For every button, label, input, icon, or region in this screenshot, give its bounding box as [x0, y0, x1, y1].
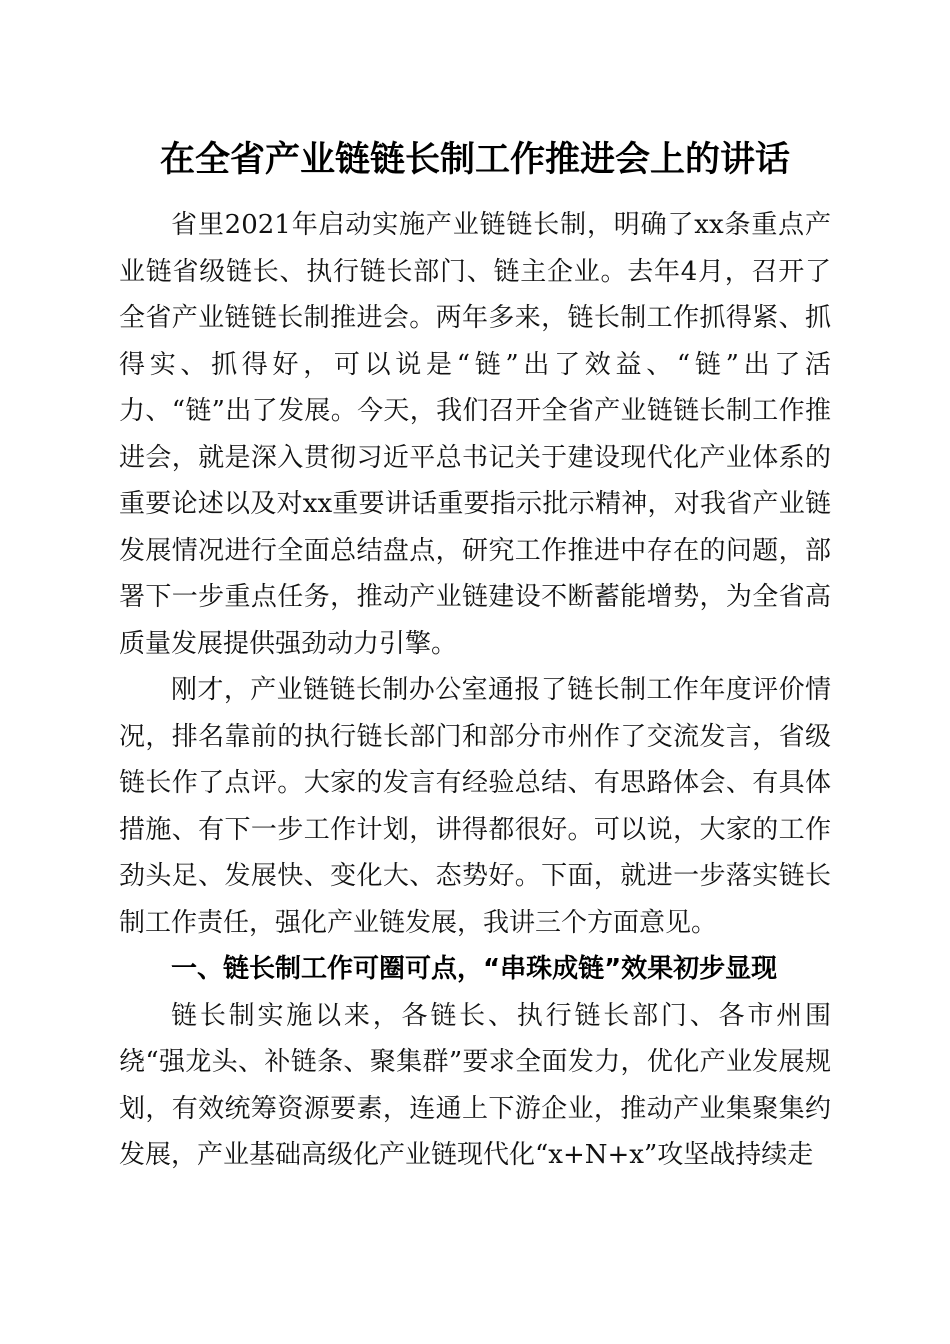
document-body	[119, 202, 831, 1179]
section-heading-1: 一、链长制工作可圈可点，“串珠成链”效果初步显现	[171, 954, 778, 984]
paragraph-section-1: 链长制实施以来，各链长、执行链长部门、各市州围绕“强龙头、补链条、聚集群”要求全面发力，优化产业发展规划，有效统筹资源要素，连通上下游企业，推动产业集聚集约发展，产业基础高级化产业链现代化“x+N+x”攻坚战持续走	[119, 1000, 831, 1170]
paragraph-intro: 省里2021年启动实施产业链链长制，明确了xx条重点产业链省级链长、执行链长部门、链主企业。去年4月，召开了全省产业链链长制推进会。两年多来，链长制工作抓得紧、抓得实、抓得好，可以说是“链”出了效益、“链”出了活力、“链”出了发展。今天，我们召开全省产业链链长制工作推进会，就是深入贯彻习近平总书记关于建设现代化产业体系的重要论述以及对xx重要讲话重要指示批示精神，对我省产业链发展情况进行全面总结盘点，研究工作推进中存在的问题，部署下一步重点任务，推动产业链建设不断蓄能增势，为全省高质量发展提供强劲动力引擎。	[119, 210, 831, 659]
paragraph-review: 刚才，产业链链长制办公室通报了链长制工作年度评价情况，排名靠前的执行链长部门和部分市州作了交流发言，省级链长作了点评。大家的发言有经验总结、有思路体会、有具体措施、有下一步工作计划，讲得都很好。可以说，大家的工作劲头足、发展快、变化大、态势好。下面，就进一步落实链长制工作责任，强化产业链发展，我讲三个方面意见。	[119, 675, 831, 938]
document-title: 在全省产业链链长制工作推进会上的讲话	[159, 139, 790, 180]
